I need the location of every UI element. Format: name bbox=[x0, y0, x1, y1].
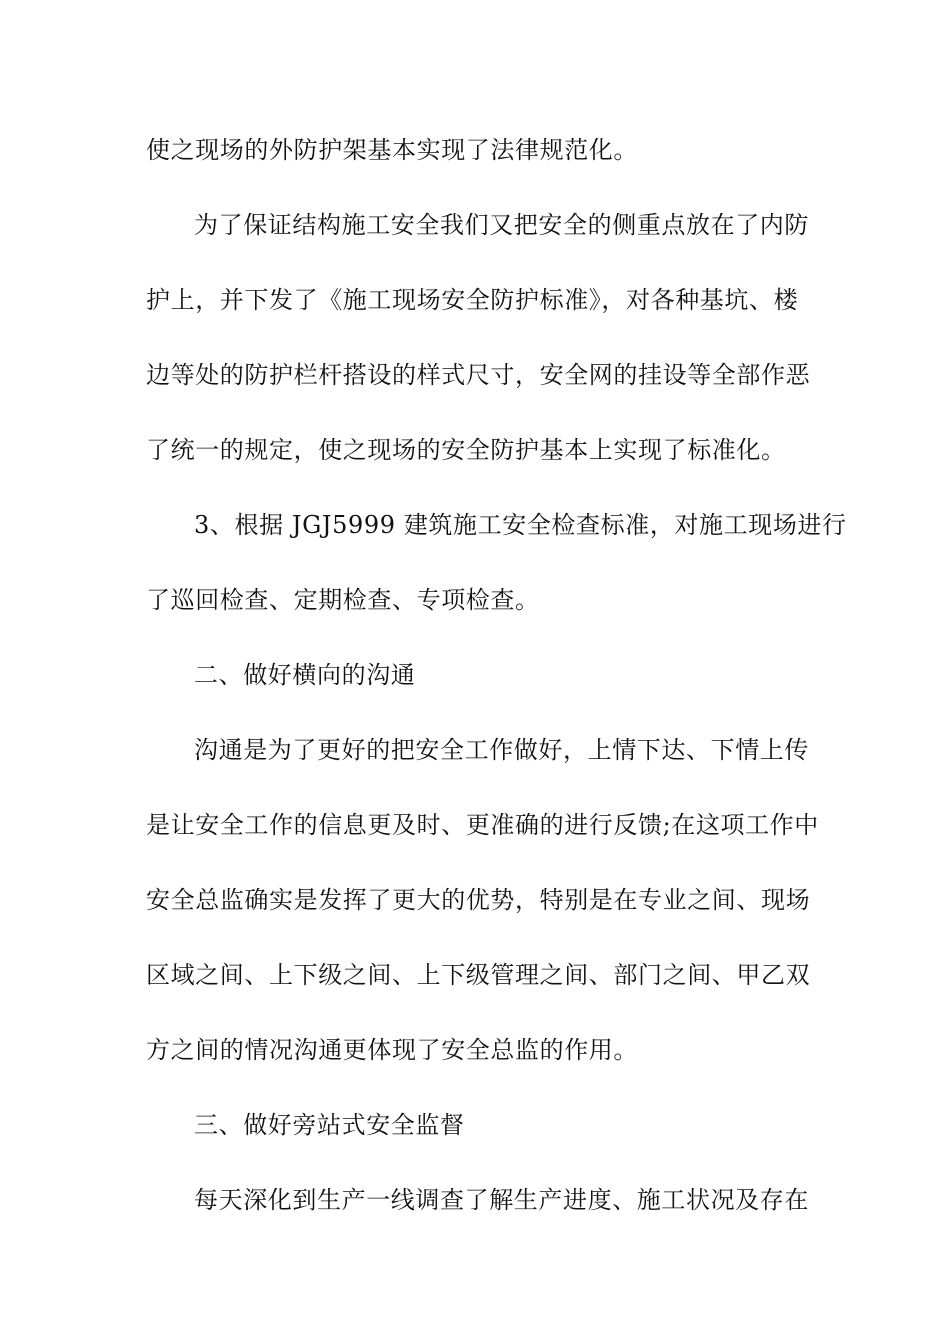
text-line: 边等处的防护栏杆搭设的样式尺寸，安全网的挂设等全部作恶 bbox=[146, 361, 811, 389]
text-line: 方之间的情况沟通更体现了安全总监的作用。 bbox=[146, 1036, 638, 1064]
section-heading: 三、做好旁站式安全监督 bbox=[194, 1111, 465, 1139]
text-line: 使之现场的外防护架基本实现了法律规范化。 bbox=[146, 136, 638, 164]
text-line: 护上，并下发了《施工现场安全防护标准》，对各种基坑、楼 bbox=[146, 286, 799, 314]
text-line: 安全总监确实是发挥了更大的优势，特别是在专业之间、现场 bbox=[146, 886, 811, 914]
text-line: 了统一的规定，使之现场的安全防护基本上实现了标准化。 bbox=[146, 436, 786, 464]
text-line: 了巡回检查、定期检查、专项检查。 bbox=[146, 586, 540, 614]
section-heading: 二、做好横向的沟通 bbox=[194, 661, 416, 689]
text-line: 区域之间、上下级之间、上下级管理之间、部门之间、甲乙双 bbox=[146, 961, 811, 989]
text-line: 每天深化到生产一线调查了解生产进度、施工状况及存在 bbox=[194, 1186, 809, 1214]
text-line: 为了保证结构施工安全我们又把安全的侧重点放在了内防 bbox=[194, 211, 809, 239]
text-line: 是让安全工作的信息更及时、更准确的进行反馈;在这项工作中 bbox=[146, 811, 819, 839]
text-line: 沟通是为了更好的把安全工作做好，上情下达、下情上传 bbox=[194, 736, 809, 764]
text-line: 3、根据 JGJ5999 建筑施工安全检查标准，对施工现场进行 bbox=[194, 511, 847, 539]
